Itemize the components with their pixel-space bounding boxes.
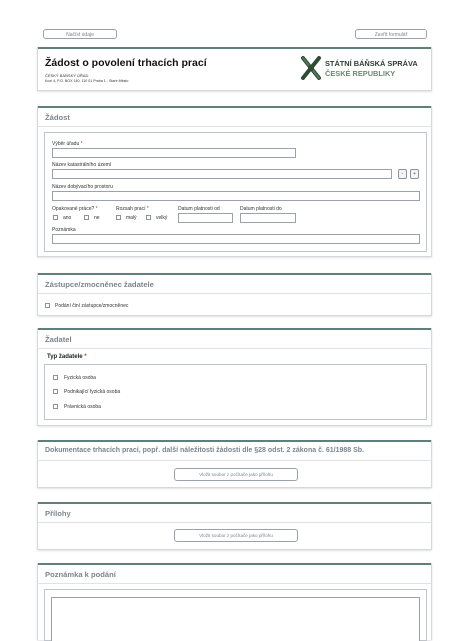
prilohy-upload-button[interactable]: Vložit soubor z počítače jako přílohu <box>174 529 298 542</box>
zastupce-title: Zástupce/zmocněnec žadatele <box>45 280 154 289</box>
dokumentace-section <box>37 440 432 488</box>
podnikajici-osoba-label: Podnikající fyzická osoba <box>64 389 121 395</box>
section-divider <box>38 126 431 127</box>
rozsah-maly-checkbox[interactable] <box>116 215 121 220</box>
pravnicka-osoba-checkbox[interactable] <box>53 404 58 409</box>
opakovane-ano-label: ano <box>63 215 72 221</box>
accent-line <box>38 440 431 442</box>
rozsah-maly-label: malý <box>126 215 137 221</box>
podnikajici-osoba-checkbox[interactable] <box>53 389 58 394</box>
poznamka-section <box>37 563 432 640</box>
rozsah-velky-label: velký <box>156 215 168 221</box>
katastr-input[interactable] <box>52 169 392 179</box>
accent-line <box>38 328 431 330</box>
org-address: Kozí 4, P.O. BOX 140, 110 01 Praha 1 - Staré Město <box>45 79 129 83</box>
header-panel <box>37 47 432 91</box>
accent-line <box>38 106 431 108</box>
katastr-remove-button[interactable]: - <box>398 169 407 179</box>
zadatel-section <box>37 328 432 426</box>
datum-od-label: Datum platnosti od <box>178 206 220 212</box>
zadost-title: Žádost <box>45 113 70 122</box>
opakovane-ne-label: ne <box>94 215 100 221</box>
datum-do-input[interactable] <box>240 213 296 223</box>
zastupce-checkbox-label: Podání činí zástupce/zmocněnec <box>55 303 129 309</box>
accent-line <box>38 502 431 504</box>
prilohy-section <box>37 502 432 550</box>
urad-select[interactable] <box>52 148 296 158</box>
section-divider <box>38 293 431 294</box>
zadost-section <box>37 106 432 257</box>
katastr-add-button[interactable]: + <box>410 169 419 179</box>
section-divider <box>38 522 431 523</box>
zadatel-title: Žadatel <box>45 335 72 344</box>
zastupce-section <box>37 273 432 316</box>
poznamka-title: Poznámka k podání <box>45 570 116 579</box>
fyzicka-osoba-checkbox[interactable] <box>53 375 58 380</box>
poznamka-input[interactable] <box>52 234 420 244</box>
page-title: Žádost o povolení trhacích prací <box>45 57 207 69</box>
prostor-input[interactable] <box>52 191 420 201</box>
accent-line <box>38 563 431 565</box>
rozsah-velky-checkbox[interactable] <box>146 215 151 220</box>
prilohy-title: Přílohy <box>45 509 71 518</box>
load-data-button[interactable]: Načíst údaje <box>43 29 117 39</box>
close-form-button[interactable]: Zavřít formulář <box>355 29 427 39</box>
datum-od-input[interactable] <box>178 213 233 223</box>
katastr-label: Název katastrálního území <box>52 162 112 168</box>
dokumentace-title: Dokumentace trhacích prací, popř. další náležitosti žádosti dle §28 odst. 2 zákona č. 61/1988 Sb. <box>45 447 364 454</box>
urad-label: Výběr úřadu * <box>52 141 83 147</box>
opakovane-ano-checkbox[interactable] <box>53 215 58 220</box>
opakovane-label: Opakované práce? * <box>52 206 98 212</box>
section-divider <box>38 583 431 584</box>
accent-line <box>38 273 431 275</box>
prostor-label: Název dobývacího prostoru <box>52 184 113 190</box>
pravnicka-osoba-label: Právnická osoba <box>64 404 101 410</box>
rozsah-label: Rozsah prací * <box>116 206 149 212</box>
section-divider <box>38 460 431 461</box>
datum-do-label: Datum platnosti do <box>240 206 282 212</box>
poznamka-textarea[interactable] <box>51 597 420 641</box>
sbs-logo-icon <box>300 55 322 81</box>
logo-text-line2: ČESKÉ REPUBLIKY <box>325 69 396 78</box>
opakovane-ne-checkbox[interactable] <box>84 215 89 220</box>
logo-text-line1: STÁTNÍ BÁŇSKÁ SPRÁVA <box>325 59 418 68</box>
accent-line <box>38 47 431 49</box>
typ-zadatele-label: Typ žadatele * <box>47 354 87 360</box>
zastupce-checkbox[interactable] <box>45 303 50 308</box>
section-divider <box>38 348 431 349</box>
org-name: ČESKÝ BÁŇSKÝ ÚŘAD <box>45 73 89 78</box>
dokumentace-upload-button[interactable]: Vložit soubor z počítače jako přílohu <box>174 468 298 481</box>
poznamka-label: Poznámka <box>52 227 76 233</box>
fyzicka-osoba-label: Fyzická osoba <box>64 375 96 381</box>
